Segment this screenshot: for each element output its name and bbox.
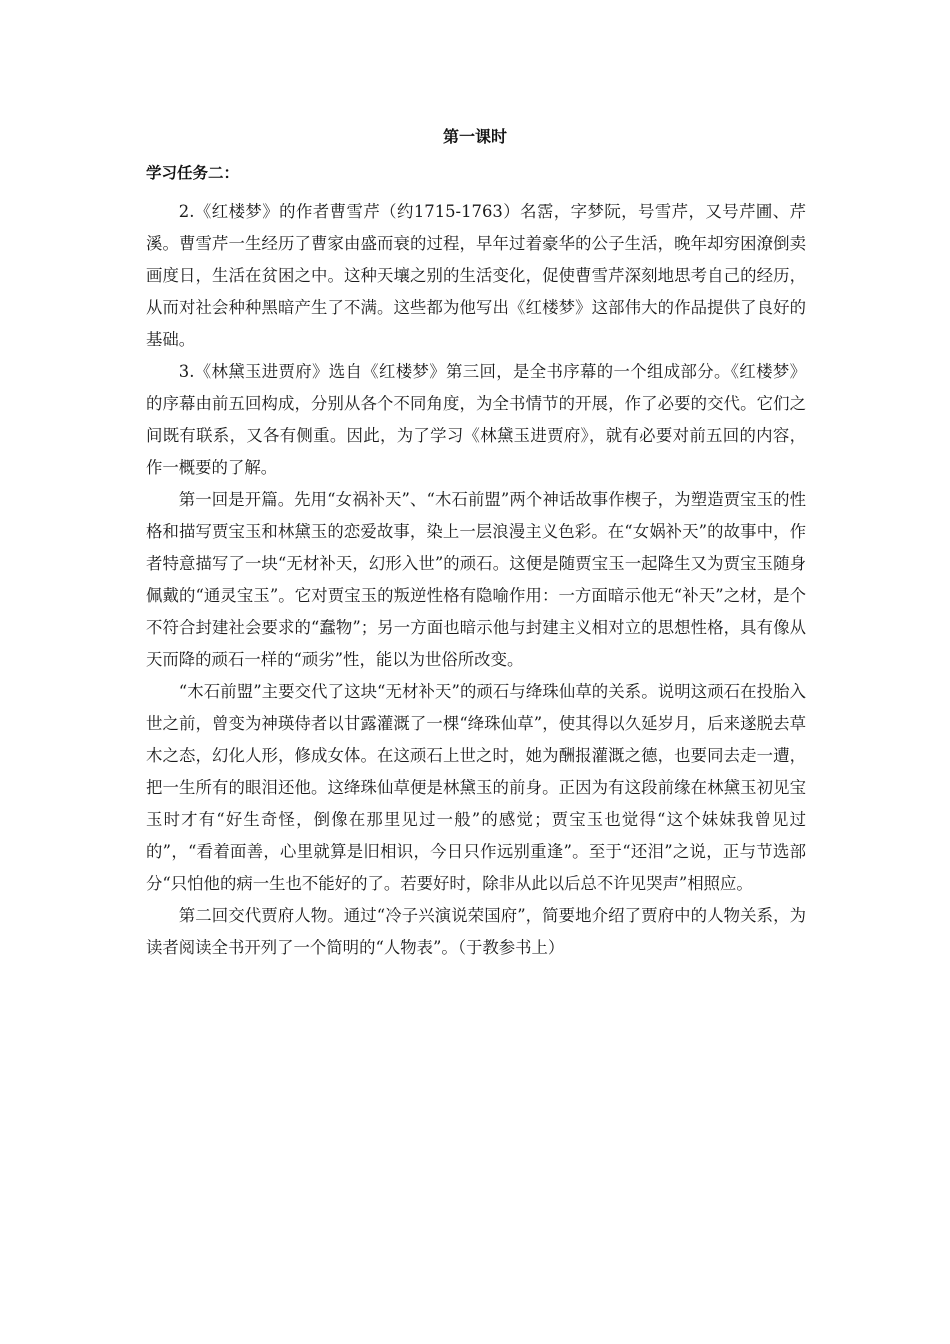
paragraph-stone-covenant: “木石前盟”主要交代了这块“无材补天”的顽石与绛珠仙草的关系。说明这顽石在投胎入世之前，曾变为神瑛侍者以甘露灌溉了一棵“绛珠仙草”，使其得以久延岁月，后来遂脱去草木之态，幻化人形，修成女体。在这顽石上世之时，她为酬报灌溉之德，也要同去走一遭，把一生所有的眼泪还他。这绛珠仙草便是林黛玉的前身。正因为有这段前缘在林黛玉初见宝玉时才有“好生奇怪，倒像在那里见过一般”的感觉；贾宝玉也觉得“这个妹妹我曾见过的”，“看着面善，心里就算是旧相识，今日只作远别重逢”。至于“还泪”之说，正与节选部分“只怕他的病一生也不能好的了。若要好时，除非从此以后总不许见哭声”相照应。	[146, 682, 806, 893]
paragraph-chapter-two: 第二回交代贾府人物。通过“冷子兴演说荣国府”，简要地介绍了贾府中的人物关系，为读者阅读全书开列了一个简明的“人物表”。（于教参书上）	[146, 906, 806, 957]
paragraph-author-intro: 2.《红楼梦》的作者曹雪芹（约1715-1763）名霑，字梦阮，号雪芹，又号芹圃、芹溪。曹雪芹一生经历了曹家由盛而衰的过程，早年过着豪华的公子生活，晚年却穷困潦倒卖画度日，生活在贫困之中。这种天壤之别的生活变化，促使曹雪芹深刻地思考自己的经历，从而对社会种种黑暗产生了不满。这些都为他写出《红楼梦》这部伟大的作品提供了良好的基础。	[146, 202, 806, 349]
lesson-title: 第一课时	[442, 127, 507, 146]
task-heading: 学习任务二：	[146, 164, 240, 182]
document-body	[146, 196, 806, 964]
paragraph-chapter-source: 3.《林黛玉进贾府》选自《红楼梦》第三回，是全书序幕的一个组成部分。《红楼梦》的序幕由前五回构成，分别从各个不同角度，为全书情节的开展，作了必要的交代。它们之间既有联系，又各有侧重。因此，为了学习《林黛玉进贾府》，就有必要对前五回的内容，作一概要的了解。	[146, 362, 806, 477]
paragraph-chapter-one: 第一回是开篇。先用“女祸补天”、“木石前盟”两个神话故事作楔子，为塑造贾宝玉的性格和描写贾宝玉和林黛玉的恋爱故事，染上一层浪漫主义色彩。在“女娲补天”的故事中，作者特意描写了一块“无材补天，幻形入世”的顽石。这便是随贾宝玉一起降生又为贾宝玉随身佩戴的“通灵宝玉”。它对贾宝玉的叛逆性格有隐喻作用：一方面暗示他无“补天”之材，是个不符合封建社会要求的“蠢物”；另一方面也暗示他与封建主义相对立的思想性格，具有像从天而降的顽石一样的“顽劣”性，能以为世俗所改变。	[146, 490, 806, 669]
